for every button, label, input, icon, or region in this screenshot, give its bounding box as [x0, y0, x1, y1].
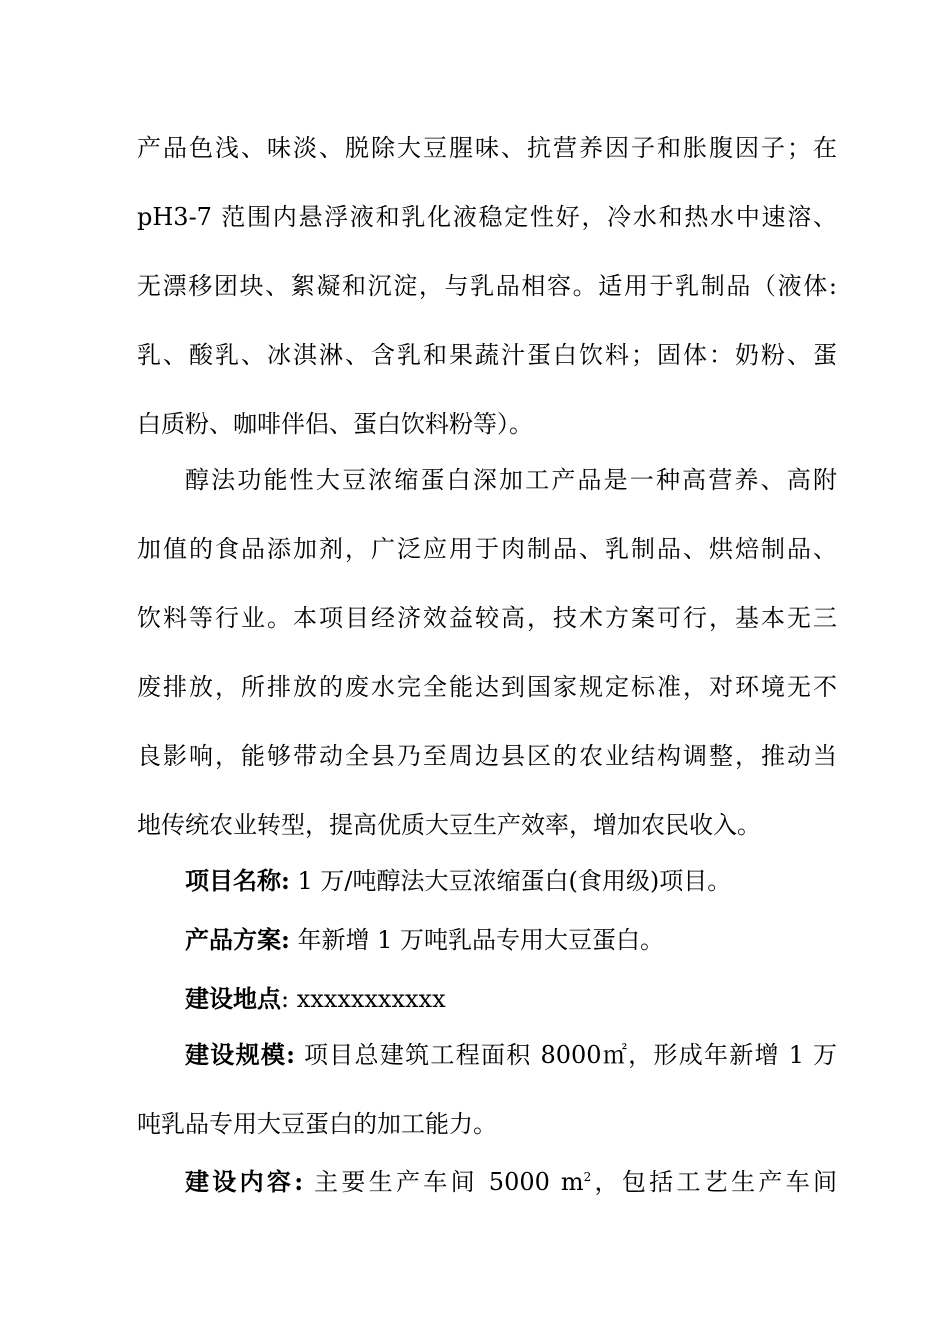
scale-label: 建设规模:: [185, 1040, 296, 1069]
paragraph2-line-1: 醇法功能性大豆浓缩蛋白深加工产品是一种高营养、高附: [185, 466, 837, 494]
paragraph1-line-5: 白质粉、咖啡伴侣、蛋白饮料粉等）。: [137, 410, 533, 438]
content-label: 建设内容:: [185, 1167, 304, 1196]
paragraph1-line-3: 无漂移团块、絮凝和沉淀，与乳品相容。适用于乳制品（液体:: [137, 272, 837, 300]
content-row: [185, 1166, 837, 1198]
paragraph2-line-3: 饮料等行业。本项目经济效益较高，技术方案可行，基本无三: [137, 604, 837, 632]
project-name-row: [185, 865, 837, 897]
scale-line-2: 吨乳品专用大豆蛋白的加工能力。: [137, 1110, 497, 1138]
location-colon: :: [281, 985, 297, 1013]
paragraph2-line-5: 良影响，能够带动全县乃至周边县区的农业结构调整，推动当: [137, 742, 837, 770]
location-row: [185, 983, 837, 1015]
paragraph2-line-4: 废排放，所排放的废水完全能达到国家规定标准，对环境无不: [137, 673, 837, 701]
product-plan-row: [185, 924, 837, 956]
scale-value-a: 项目总建筑工程面积 8000㎡: [303, 1041, 629, 1069]
location-label: 建设地点: [185, 984, 281, 1013]
paragraph2-line-6: 地传统农业转型，提高优质大豆生产效率，增加农民收入。: [137, 811, 761, 839]
paragraph2-line-2: 加值的食品添加剂，广泛应用于肉制品、乳制品、烘焙制品、: [137, 535, 837, 563]
content-value-b: ，包括工艺生产车间: [591, 1168, 838, 1196]
content-superscript: 2: [583, 1170, 592, 1184]
project-name-value: 1 万/吨醇法大豆浓缩蛋白(食用级)项目。: [297, 867, 732, 895]
location-value: xxxxxxxxxxx: [296, 985, 446, 1013]
scale-row: [185, 1039, 837, 1071]
scale-value-b: ，形成年新增 1 万: [628, 1041, 837, 1069]
paragraph1-line-4: 乳、酸乳、冰淇淋、含乳和果蔬汁蛋白饮料；固体：奶粉、蛋: [137, 341, 837, 369]
product-plan-label: 产品方案:: [185, 925, 290, 954]
paragraph1-line-1: 产品色浅、味淡、脱除大豆腥味、抗营养因子和胀腹因子；在: [137, 134, 837, 162]
product-plan-value: 年新增 1 万吨乳品专用大豆蛋白。: [297, 926, 665, 954]
paragraph1-line-2: pH3-7 范围内悬浮液和乳化液稳定性好，冷水和热水中速溶、: [137, 203, 837, 231]
project-name-label: 项目名称:: [185, 866, 290, 895]
content-value-a: 主要生产车间 5000 m: [314, 1168, 584, 1196]
